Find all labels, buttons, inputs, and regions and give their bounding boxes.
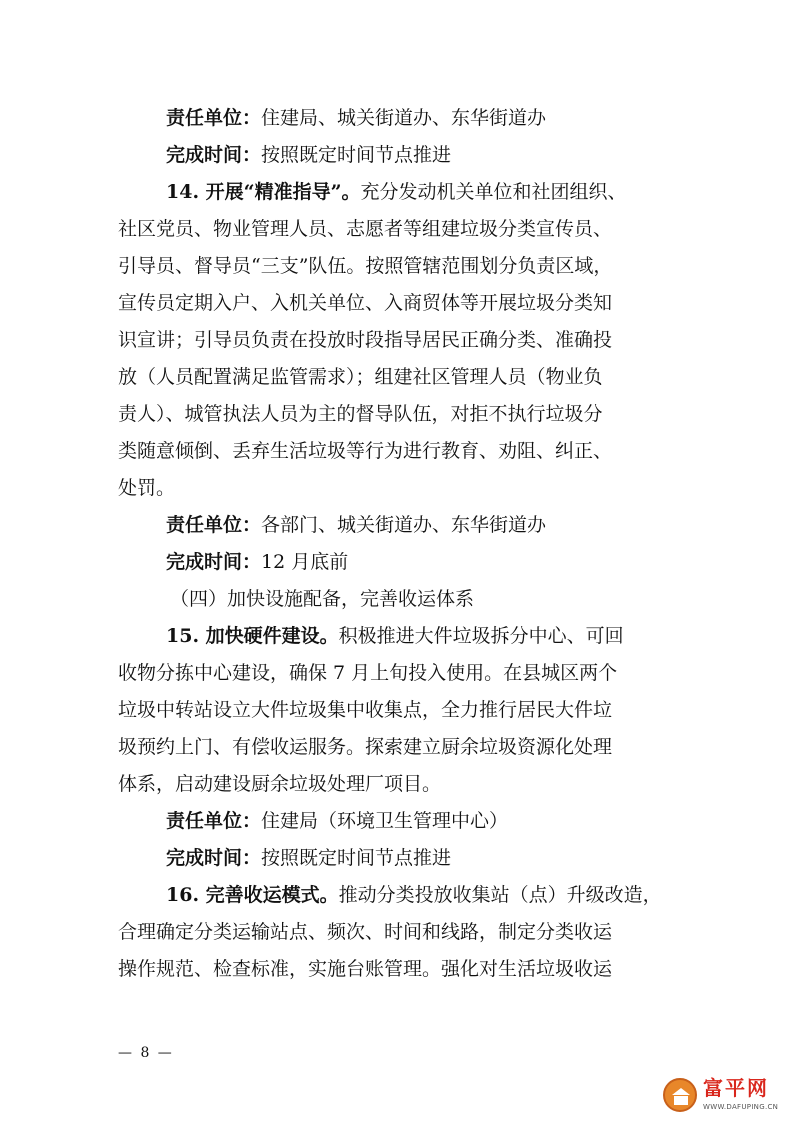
line-label: 责任单位： [166, 810, 262, 832]
watermark [663, 1076, 787, 1116]
item-15-heading [166, 624, 683, 648]
paragraph-line: 类随意倾倒、丢弃生活垃圾等行为进行教育、劝阻、纠正、 [118, 440, 613, 462]
responsible-unit-line-3 [166, 809, 683, 833]
line-text: 充分发动机关单位和社团组织、 [360, 181, 627, 203]
line-label: 责任单位： [166, 514, 262, 536]
building-logo-icon [663, 1078, 697, 1112]
line-text: 各部门、城关街道办、东华街道办 [261, 514, 547, 536]
line-text: 按照既定时间节点推进 [261, 144, 452, 166]
completion-time-line-1 [166, 143, 683, 167]
page-number: — 8 — [118, 1045, 174, 1061]
completion-time-line-3 [166, 846, 683, 870]
section-heading: （四）加快设施配备，完善收运体系 [170, 588, 475, 610]
line-text: 推动分类投放收集站（点）升级改造， [338, 884, 662, 906]
watermark-url: WWW.DAFUPING.CN [703, 1103, 779, 1111]
watermark-title: 富平网 [703, 1076, 769, 1100]
item-16-heading [166, 883, 683, 907]
paragraph-line: 圾预约上门、有偿收运服务。探索建立厨余垃圾资源化处理 [118, 736, 613, 758]
paragraph-line: 体系，启动建设厨余垃圾处理厂项目。 [118, 773, 442, 795]
line-label: 完成时间： [166, 551, 262, 573]
paragraph-line: 引导员、督导员“三支”队伍。按照管辖范围划分负责区域， [118, 255, 613, 277]
item-14-heading [166, 180, 683, 204]
line-label: 完成时间： [166, 144, 262, 166]
completion-time-line-2 [166, 550, 683, 574]
paragraph-line: 识宣讲；引导员负责在投放时段指导居民正确分类、准确投 [118, 329, 613, 351]
item-title: 14. 开展“精准指导”。 [166, 181, 361, 203]
line-text: 12 月底前 [261, 551, 349, 573]
paragraph-line: 收物分拣中心建设，确保 7 月上旬投入使用。在县城区两个 [118, 662, 618, 684]
item-title: 15. 加快硬件建设。 [166, 625, 339, 647]
line-text: 按照既定时间节点推进 [261, 847, 452, 869]
paragraph-line: 责人）、城管执法人员为主的督导队伍，对拒不执行垃圾分 [118, 403, 603, 425]
paragraph-line: 处罚。 [118, 477, 176, 499]
line-label: 完成时间： [166, 847, 262, 869]
paragraph-line: 放（人员配置满足监管需求）；组建社区管理人员（物业负 [118, 366, 603, 388]
line-text: 住建局、城关街道办、东华街道办 [261, 107, 547, 129]
paragraph-line: 垃圾中转站设立大件垃圾集中收集点，全力推行居民大件垃 [118, 699, 613, 721]
line-text: 积极推进大件垃圾拆分中心、可回 [338, 625, 624, 647]
line-text: 住建局（环境卫生管理中心） [261, 810, 509, 832]
paragraph-line: 合理确定分类运输站点、频次、时间和线路，制定分类收运 [118, 921, 613, 943]
paragraph-line: 社区党员、物业管理人员、志愿者等组建垃圾分类宣传员、 [118, 218, 613, 240]
paragraph-line: 操作规范、检查标准，实施台账管理。强化对生活垃圾收运 [118, 958, 613, 980]
responsible-unit-line-2 [166, 513, 683, 537]
responsible-unit-line-1 [166, 106, 683, 130]
paragraph-line: 宣传员定期入户、入机关单位、入商贸体等开展垃圾分类知 [118, 292, 613, 314]
item-title: 16. 完善收运模式。 [166, 884, 339, 906]
line-label: 责任单位： [166, 107, 262, 129]
